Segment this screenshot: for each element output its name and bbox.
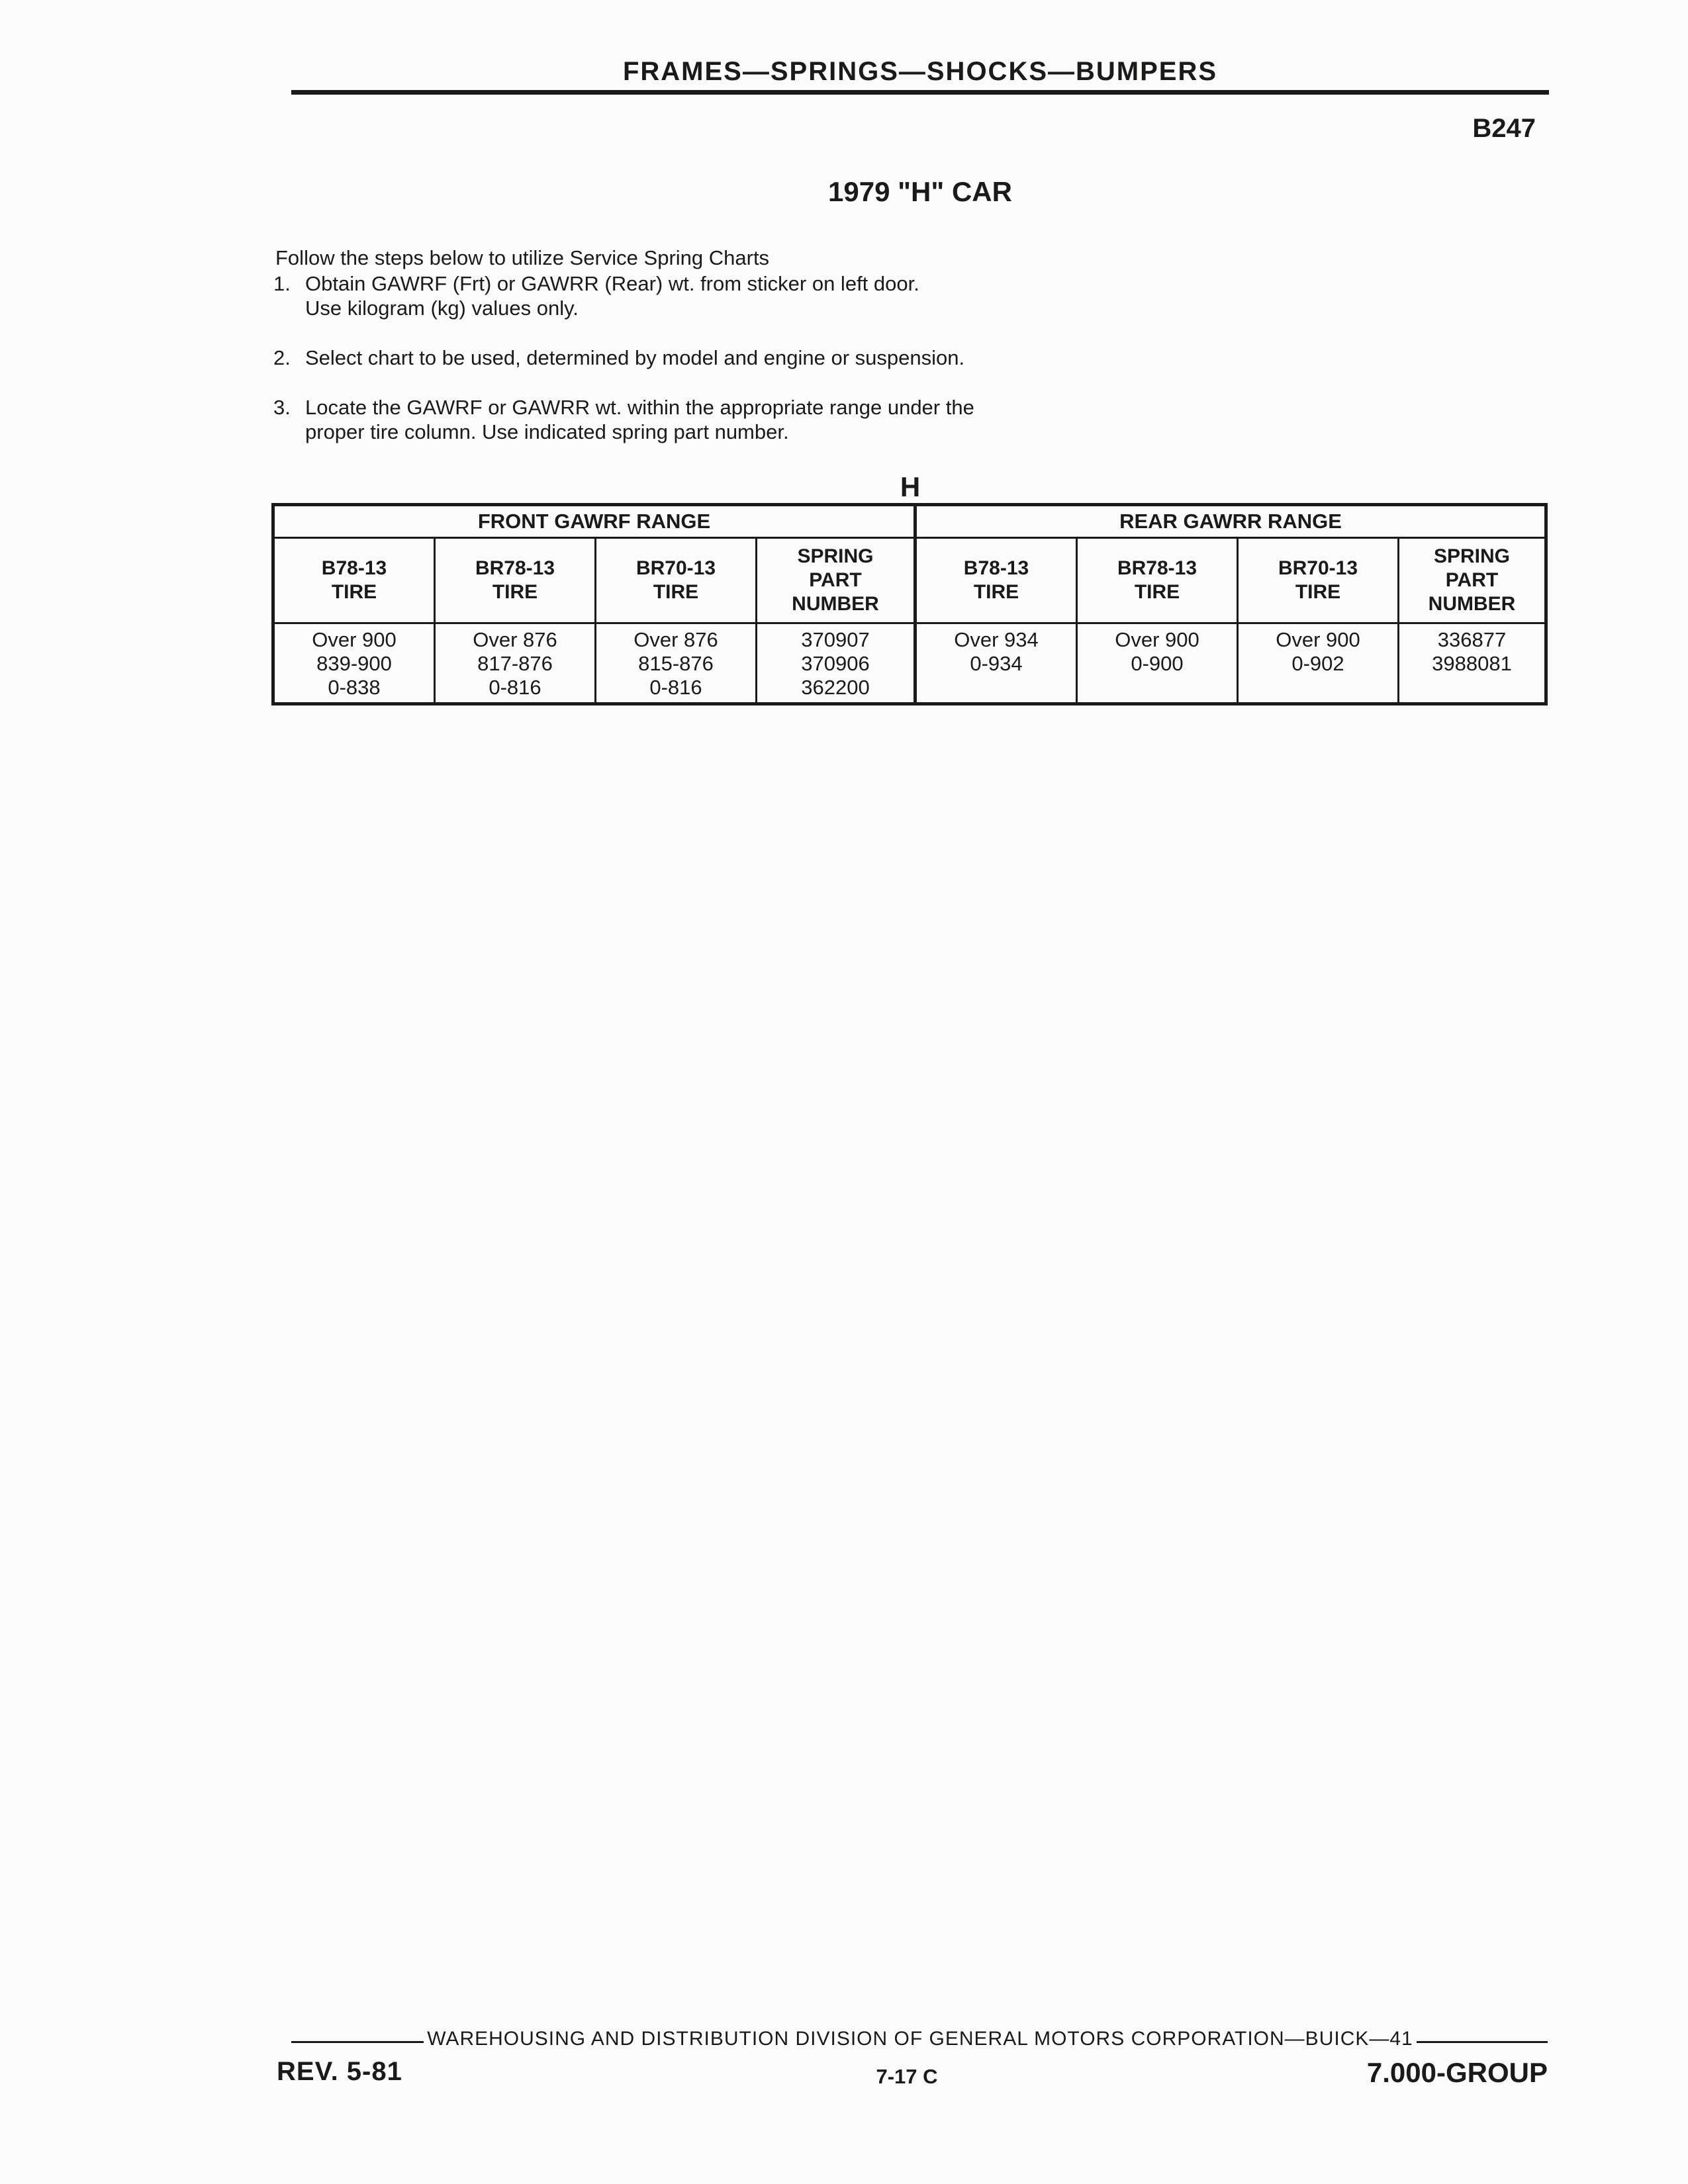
footer-rule-right [1417, 2041, 1548, 2043]
step-number: 2. [273, 346, 291, 369]
step-item [268, 271, 1195, 320]
header-rule [291, 90, 1549, 95]
page-header-title: FRAMES—SPRINGS—SHOCKS—BUMPERS [622, 57, 1218, 86]
value-cell: Over 900 0-900 [1077, 623, 1238, 704]
value-cell: Over 934 0-934 [915, 623, 1077, 704]
step-line: Obtain GAWRF (Frt) or GAWRR (Rear) wt. from sticker on left door. [305, 272, 919, 295]
column-header: BR70-13 TIRE [1238, 538, 1399, 623]
revision-label: REV. 5-81 [277, 2057, 402, 2086]
column-header: B78-13 TIRE [273, 538, 435, 623]
spring-chart-table [271, 503, 1548, 705]
values-row [273, 623, 1546, 704]
step-number: 1. [273, 272, 291, 295]
value-cell: Over 876 817-876 0-816 [435, 623, 596, 704]
section-title: 1979 "H" CAR [828, 176, 1012, 207]
footer-rule-left [291, 2041, 424, 2043]
column-header: SPRING PART NUMBER [1399, 538, 1546, 623]
step-item [268, 345, 1195, 370]
column-header: B78-13 TIRE [915, 538, 1077, 623]
value-cell: 336877 3988081 [1399, 623, 1546, 704]
group-label: 7.000-GROUP [1366, 2057, 1548, 2088]
value-cell: Over 876 815-876 0-816 [596, 623, 757, 704]
chart-letter: H [900, 471, 921, 502]
page-code: B247 [1472, 114, 1536, 143]
value-cell: 370907 370906 362200 [757, 623, 915, 704]
value-cell: Over 900 839-900 0-838 [273, 623, 435, 704]
column-header: BR78-13 TIRE [435, 538, 596, 623]
step-line: Use kilogram (kg) values only. [305, 296, 579, 320]
value-cell: Over 900 0-902 [1238, 623, 1399, 704]
rear-range-header: REAR GAWRR RANGE [915, 505, 1546, 538]
step-item [268, 395, 1195, 444]
step-line: proper tire column. Use indicated spring part number. [305, 420, 789, 443]
range-header-row [273, 505, 1546, 538]
instruction-steps [268, 271, 1195, 469]
page-number: 7-17 C [876, 2065, 938, 2088]
step-number: 3. [273, 396, 291, 419]
column-header: BR78-13 TIRE [1077, 538, 1238, 623]
step-line: Locate the GAWRF or GAWRR wt. within the appropriate range under the [305, 396, 974, 419]
footer-division-text: WAREHOUSING AND DISTRIBUTION DIVISION OF GENERAL MOTORS CORPORATION—BUICK—41 [427, 2028, 1413, 2050]
column-header: BR70-13 TIRE [596, 538, 757, 623]
column-header: SPRING PART NUMBER [757, 538, 915, 623]
intro-text: Follow the steps below to utilize Service Spring Charts [275, 246, 770, 269]
column-header-row [273, 538, 1546, 623]
step-line: Select chart to be used, determined by model and engine or suspension. [305, 346, 965, 369]
front-range-header: FRONT GAWRF RANGE [273, 505, 915, 538]
